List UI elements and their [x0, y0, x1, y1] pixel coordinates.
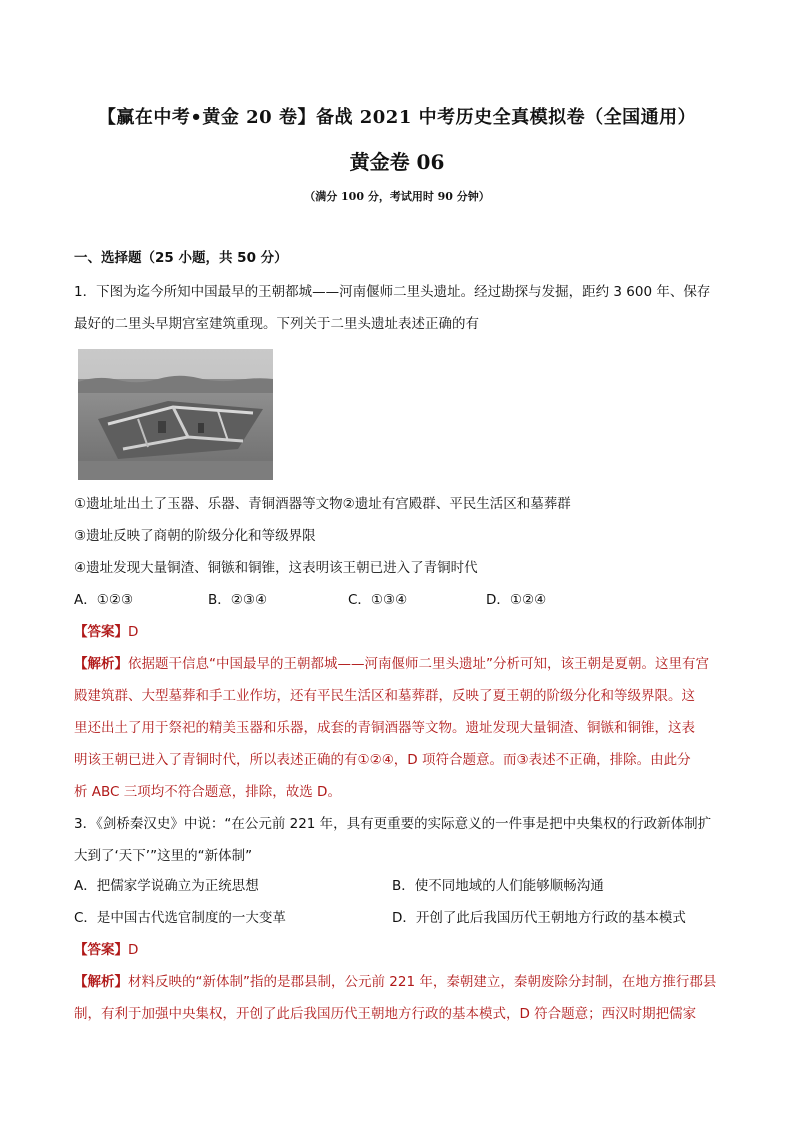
q3-answer: [74, 940, 734, 960]
exam-note: （满分 100 分，考试用时 90 分钟）: [304, 190, 490, 203]
answer-value: D: [128, 942, 139, 958]
q3-option-d: D．开创了此后我国历代王朝地方行政的基本模式: [392, 910, 686, 926]
section-heading: 一、选择题（25 小题，共 50 分）: [74, 250, 288, 266]
q1-option-a: A．①②③: [74, 592, 134, 608]
q1-analysis-line3: 里还出土了用于祭祀的精美玉器和乐器，成套的青铜酒器等文物。遗址发现大量铜渣、铜镞和铜锥，这表: [74, 720, 695, 736]
q3-analysis-line2: 制，有利于加强中央集权，开创了此后我国历代王朝地方行政的基本模式，D 符合题意；西汉时期把儒家: [74, 1006, 697, 1022]
site-photo-graphic: [78, 349, 273, 480]
q1-analysis-line1: [74, 654, 734, 674]
q1-statement-4: ④遗址发现大量铜渣、铜镞和铜锥，这表明该王朝已进入了青铜时代: [74, 560, 478, 576]
q1-analysis-line4: 明该王朝已进入了青铜时代，所以表述正确的有①②④，D 项符合题意。而③表述不正确，排除。由此分: [74, 752, 691, 768]
q1-option-b: B．②③④: [208, 592, 268, 608]
analysis-text: 依据题干信息“中国最早的王朝都城——河南偃师二里头遗址”分析可知，该王朝是夏朝。这里有宫: [128, 656, 709, 672]
q3-option-c: C．是中国古代选官制度的一大变革: [74, 910, 286, 926]
answer-value: D: [128, 624, 139, 640]
q3-analysis-line1: [74, 972, 734, 992]
answer-tag: 【答案】: [74, 942, 128, 958]
q3-stem-line2: 大到了‘天下’”这里的“新体制”: [74, 848, 253, 864]
q1-stem-line2: 最好的二里头早期宫室建筑重现。下列关于二里头遗址表述正确的有: [74, 316, 479, 332]
q1-answer: [74, 622, 734, 642]
q1-option-d: D．①②④: [486, 592, 547, 608]
analysis-tag: 【解析】: [74, 974, 128, 990]
q3-option-a: A．把儒家学说确立为正统思想: [74, 878, 259, 894]
q1-analysis-line5: 析 ABC 三项均不符合题意，排除，故选 D。: [74, 784, 341, 800]
q1-stem-line1: 1．下图为迄今所知中国最早的王朝都城——河南偃师二里头遗址。经过勘探与发掘，距约 3 600 年、保存: [74, 284, 711, 300]
q1-statement-1-2: ①遗址址出土了玉器、乐器、青铜酒器等文物②遗址有宫殿群、平民生活区和墓葬群: [74, 496, 571, 512]
q1-statement-3: ③遗址反映了商朝的阶级分化和等级界限: [74, 528, 316, 544]
archaeological-site-photo: [78, 349, 273, 480]
q1-option-c: C．①③④: [348, 592, 408, 608]
answer-tag: 【答案】: [74, 624, 128, 640]
analysis-text: 材料反映的“新体制”指的是郡县制，公元前 221 年，秦朝建立，秦朝废除分封制，在地方推行郡县: [128, 974, 717, 990]
paper-number: 黄金卷 06: [349, 150, 445, 174]
exam-title: 【赢在中考•黄金 20 卷】备战 2021 中考历史全真模拟卷（全国通用）: [97, 107, 697, 128]
q3-option-b: B．使不同地域的人们能够顺畅沟通: [392, 878, 604, 894]
q3-stem-line1: 3．《剑桥秦汉史》中说：“在公元前 221 年，具有更重要的实际意义的一件事是把中央集权的行政新体制扩: [74, 816, 712, 832]
q1-analysis-line2: 殿建筑群、大型墓葬和手工业作坊，还有平民生活区和墓葬群，反映了夏王朝的阶级分化和等级界限。这: [74, 688, 695, 704]
analysis-tag: 【解析】: [74, 656, 128, 672]
